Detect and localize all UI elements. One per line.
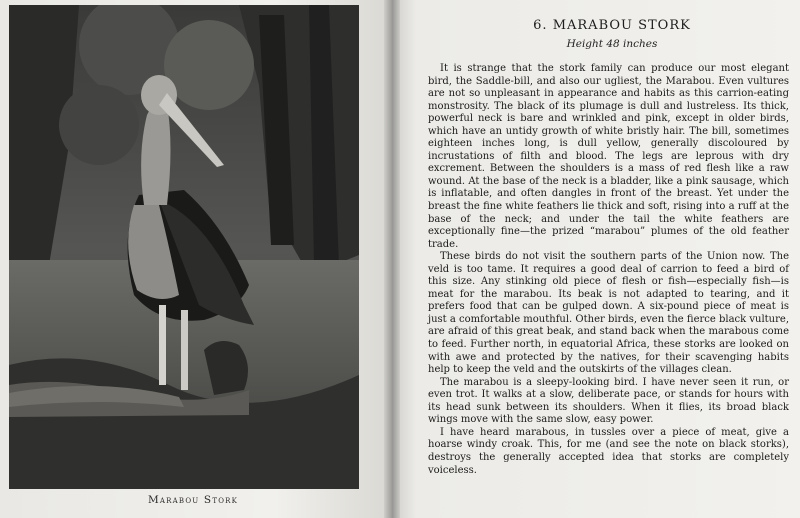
paragraph: I have heard marabous, in tussles over a piece of meat, give a hoarse windy croak. This, for me (and see the note on black storks), destroys the generally accepted idea that storks are completely voiceless. [428,426,789,476]
photo-caption: Marabou Stork [147,494,239,506]
paragraph: It is strange that the stork family can produce our most elegant bird, the Saddle-bill, and also our ugliest, the Marabou. Even vultures are not so unpleasant in appearance and habits as this carrion-eating monstrosity. The black of its plumage is dull and lustreless. Its thick, powerful neck is bare and wrinkled and pink, except in older birds, which have an untidy growth of white bristly hair. The bill, sometimes eighteen inches long, is dull yellow, generally discoloured by incrustations of filth and blood. The legs are leprous with dry excrement. Between the shoulders is a mass of red flesh like a raw wound. At the base of the neck is a bladder, like a pink sausage, which is inflatable, and often dangles in front of the breast. Yet under the breast the fine white feathers lie thick and soft, rising into a ruff at the base of the neck; and under the tail the white feathers are exceptionally fine—the prized “marabou” plumes of the old feather trade. [428,63,789,250]
paragraph: These birds do not visit the southern parts of the Union now. The veld is too tame. It requires a good deal of carrion to feed a bird of this size. Any stinking old piece of flesh or fish—especially fish—is meat for the marabou. Its beak is not adapted to tearing, and it prefers food that can be gulped down. A six-pound piece of meat is just a comfortable mouthful. Other birds, even the fierce black vulture, are afraid of this great beak, and stand back when the marabous come to feed. Further north, in equatorial Africa, these storks are looked on with awe and protected by the natives, for their scavenging habits help to keep the veld and the outskirts of the villages clean. [428,251,789,376]
paragraph: The marabou is a sleepy-looking bird. I have never seen it run, or even trot. It walks at a slow, deliberate pace, or stands for hours with its head sunk between its shoulders. When it flies, its broad black wings move with the same slow, easy power. [428,376,789,426]
section-subtitle: Height 48 inches [566,38,658,50]
body-text [428,63,789,477]
section-title: 6. MARABOU STORK [533,18,691,33]
marabou-stork-photograph [9,5,359,489]
book-gutter [384,0,400,518]
photo-illustration [9,5,359,489]
left-page [0,0,392,518]
